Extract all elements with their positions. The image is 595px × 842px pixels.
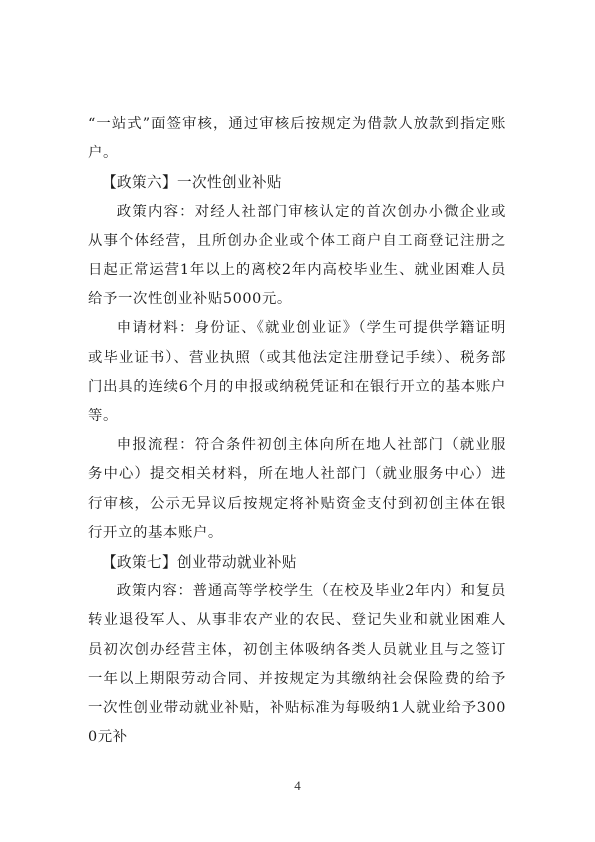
policy-six-content: 政策内容：对经人社部门审核认定的首次创办小微企业或从事个体经营，且所创办企业或个体工商户自工商登记注册之日起正常运营1年以上的离校2年内高校毕业生、就业困难人员给予一次性创业补贴5000元。: [88, 203, 506, 308]
policy-six-materials: 申请材料：身份证、《就业创业证》（学生可提供学籍证明或毕业证书）、营业执照（或其他法定注册登记手续）、税务部门出具的连续6个月的申报或纳税凭证和在银行开立的基本账户等。: [88, 320, 506, 425]
policy-seven-heading: 【政策七】创业带动就业补贴: [102, 554, 297, 572]
page-number: 4: [294, 778, 301, 793]
policy-seven-content: 政策内容：普通高等学校学生（在校及毕业2年内）和复员转业退役军人、从事非农产业的农民、登记失业和就业困难人员初次创办经营主体，初创主体吸纳各类人员就业且与之签订一年以上期限劳动合同、并按规定为其缴纳社会保险费的给予一次性创业带动就业补贴，补贴标准为每吸纳1人就业给予3000元补: [88, 583, 506, 746]
document-body: [88, 110, 506, 752]
paragraph-continuation: “一站式”面签审核，通过审核后按规定为借款人放款到指定账户。: [88, 116, 506, 162]
policy-six-process: 申报流程：符合条件初创主体向所在地人社部门（就业服务中心）提交相关材料，所在地人社部门（就业服务中心）进行审核，公示无异议后按规定将补贴资金支付到初创主体在银行开立的基本账户。: [88, 437, 506, 541]
policy-six-heading: 【政策六】一次性创业补贴: [102, 174, 282, 192]
